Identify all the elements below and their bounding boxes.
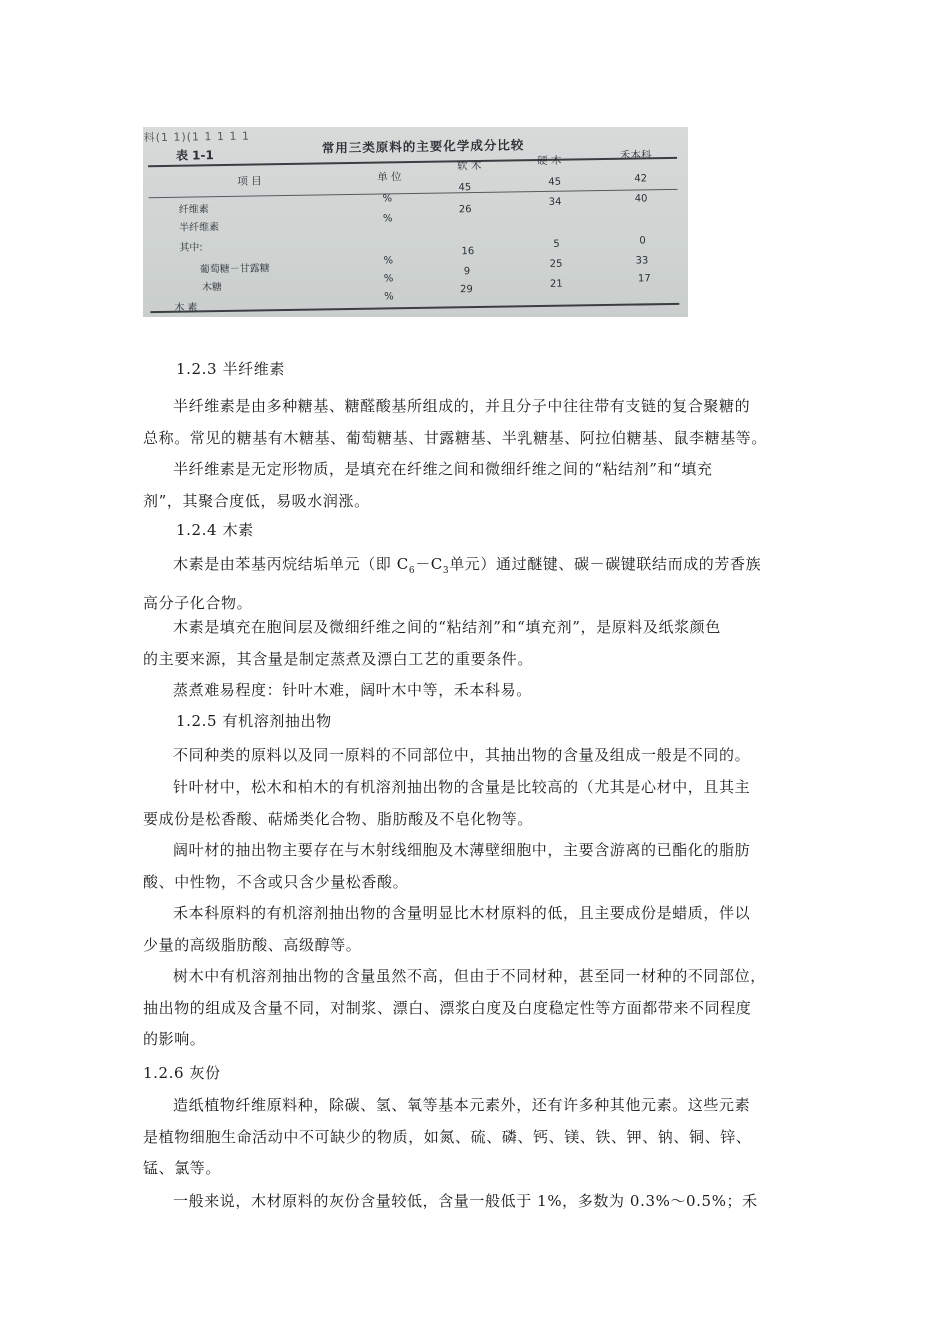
text-line: 酸、中性物，不含或只含少量松香酸。 <box>143 872 409 891</box>
table-cell: 16 <box>461 246 475 258</box>
text-line: 高分子化合物。 <box>143 593 253 612</box>
header-softwood: 软 木 <box>457 159 482 173</box>
table-cell: 33 <box>635 255 649 267</box>
table-cell: 17 <box>637 273 651 285</box>
section-heading-1-2-5: 1.2.5 有机溶剂抽出物 <box>176 712 332 730</box>
text-line: 剂”，其聚合度低，易吸水润涨。 <box>143 491 370 510</box>
table-cell: 26 <box>458 204 472 216</box>
table-cell: % <box>382 193 393 205</box>
table-cell: % <box>383 255 394 267</box>
table-cell: 0 <box>639 235 646 247</box>
table-cell: 木糖 <box>201 282 223 294</box>
text-line: 半纤维素是由多种糖基、糖醛酸基所组成的，并且分子中往往带有支链的复合聚糖的 <box>173 397 751 415</box>
text-line: 禾本科原料的有机溶剂抽出物的含量明显比木材原料的低，且主要成份是蜡质，伴以 <box>173 904 751 922</box>
text-line: 造纸植物纤维原料种，除碳、氢、氧等基本元素外，还有许多种其他元素。这些元素 <box>173 1096 751 1114</box>
table-cell: 34 <box>548 196 562 208</box>
table-cell: % <box>383 273 394 285</box>
table-scan-image <box>143 127 688 317</box>
section-heading-1-2-3: 1.2.3 半纤维素 <box>176 360 285 378</box>
table-cell: 5 <box>553 238 560 250</box>
text-line: 针叶材中，松木和柏木的有机溶剂抽出物的含量是比较高的（尤其是心材中，且其主 <box>173 778 751 796</box>
paragraph <box>143 1186 808 1218</box>
paragraph <box>143 549 808 619</box>
text-line: 树木中有机溶剂抽出物的含量虽然不高，但由于不同材种，甚至同一材种的不同部位， <box>173 967 766 985</box>
text-line: 少量的高级脂肪酸、高级醇等。 <box>143 935 362 954</box>
table-cell: 29 <box>459 284 473 296</box>
paragraph <box>143 772 808 835</box>
text-line: 木素是由苯基丙烷结垢单元（即 $C_6-C_3$单元）通过醚键、碳－碳键联结而成的芳香族 <box>173 555 762 576</box>
paragraph <box>143 740 808 772</box>
text-line: 要成份是松香酸、萜烯类化合物、脂肪酸及不皂化物等。 <box>143 809 534 828</box>
paragraph <box>143 391 808 454</box>
section-heading-1-2-6: 1.2.6 灰份 <box>143 1064 221 1082</box>
table-cell: 半纤维素 <box>178 222 220 234</box>
table-cell: % <box>384 291 394 303</box>
table-header-rule <box>149 189 678 198</box>
header-grass: 禾本科 <box>619 149 652 162</box>
section-heading-1-2-4: 1.2.4 木素 <box>176 521 254 539</box>
text-line: 木素是填充在胞间层及微细纤维之间的“粘结剂”和“填充剂”，是原料及纸浆颜色 <box>173 618 721 636</box>
table-cell: 其中: <box>179 242 203 254</box>
table-cell: 42 <box>634 173 648 185</box>
header-unit: 单 位 <box>377 171 402 184</box>
table-title: 常用三类原料的主要化学成分比较 <box>321 137 525 156</box>
table-cell: 40 <box>634 193 648 205</box>
paragraph <box>143 454 808 517</box>
text-line: 阔叶材的抽出物主要存在与木射线细胞及木薄壁细胞中，主要含游离的已酯化的脂肪 <box>173 841 751 859</box>
table-cell: 45 <box>548 176 562 188</box>
table-cell: 9 <box>463 266 471 278</box>
paragraph <box>143 835 808 898</box>
paragraph <box>143 1090 808 1185</box>
text-line: 蒸煮难易程度：针叶木难，阔叶木中等，禾本科易。 <box>173 681 532 699</box>
text-line: 半纤维素是无定形物质，是填充在纤维之间和微细纤维之间的“粘结剂”和“填充 <box>173 460 713 478</box>
table-number: 表 1-1 <box>175 148 214 163</box>
paragraph <box>143 961 808 1056</box>
table-top-rule <box>148 157 677 167</box>
table-cell: 25 <box>549 258 563 270</box>
header-hardwood: 硬 木 <box>536 154 562 168</box>
text-line: 是植物细胞生命活动中不可缺少的物质，如氮、硫、磷、钙、镁、铁、钾、钠、铜、锌、 <box>143 1127 752 1146</box>
cut-off-text: 料(1 1)(1 1 1 1 1 <box>143 129 251 145</box>
table-cell: 45 <box>458 182 472 194</box>
table-cell: 木 素 <box>174 302 198 314</box>
table-cell: 纤维素 <box>178 204 209 216</box>
text-line: 抽出物的组成及含量不同，对制浆、漂白、漂浆白度及白度稳定性等方面都带来不同程度 <box>143 998 752 1017</box>
text-line: 一般来说，木材原料的灰份含量较低，含量一般低于 1%，多数为 0.3%～0.5%；禾 <box>173 1192 758 1210</box>
paragraph <box>143 675 808 707</box>
text-line: 的影响。 <box>143 1030 206 1048</box>
table-cell: 21 <box>549 278 563 290</box>
text-line: 锰、氯等。 <box>143 1159 222 1177</box>
table-bottom-rule <box>150 303 679 313</box>
header-item: 项 目 <box>237 175 262 188</box>
text-line: 的主要来源，其含量是制定蒸煮及漂白工艺的重要条件。 <box>143 649 534 668</box>
paragraph <box>143 898 808 961</box>
table-cell: 葡萄糖－甘露糖 <box>199 263 270 276</box>
table-cell: % <box>382 213 393 225</box>
text-line: 总称。常见的糖基有木糖基、葡萄糖基、甘露糖基、半乳糖基、阿拉伯糖基、鼠李糖基等。 <box>143 428 768 447</box>
paragraph <box>143 612 808 675</box>
text-line: 不同种类的原料以及同一原料的不同部位中，其抽出物的含量及组成一般是不同的。 <box>173 746 751 764</box>
